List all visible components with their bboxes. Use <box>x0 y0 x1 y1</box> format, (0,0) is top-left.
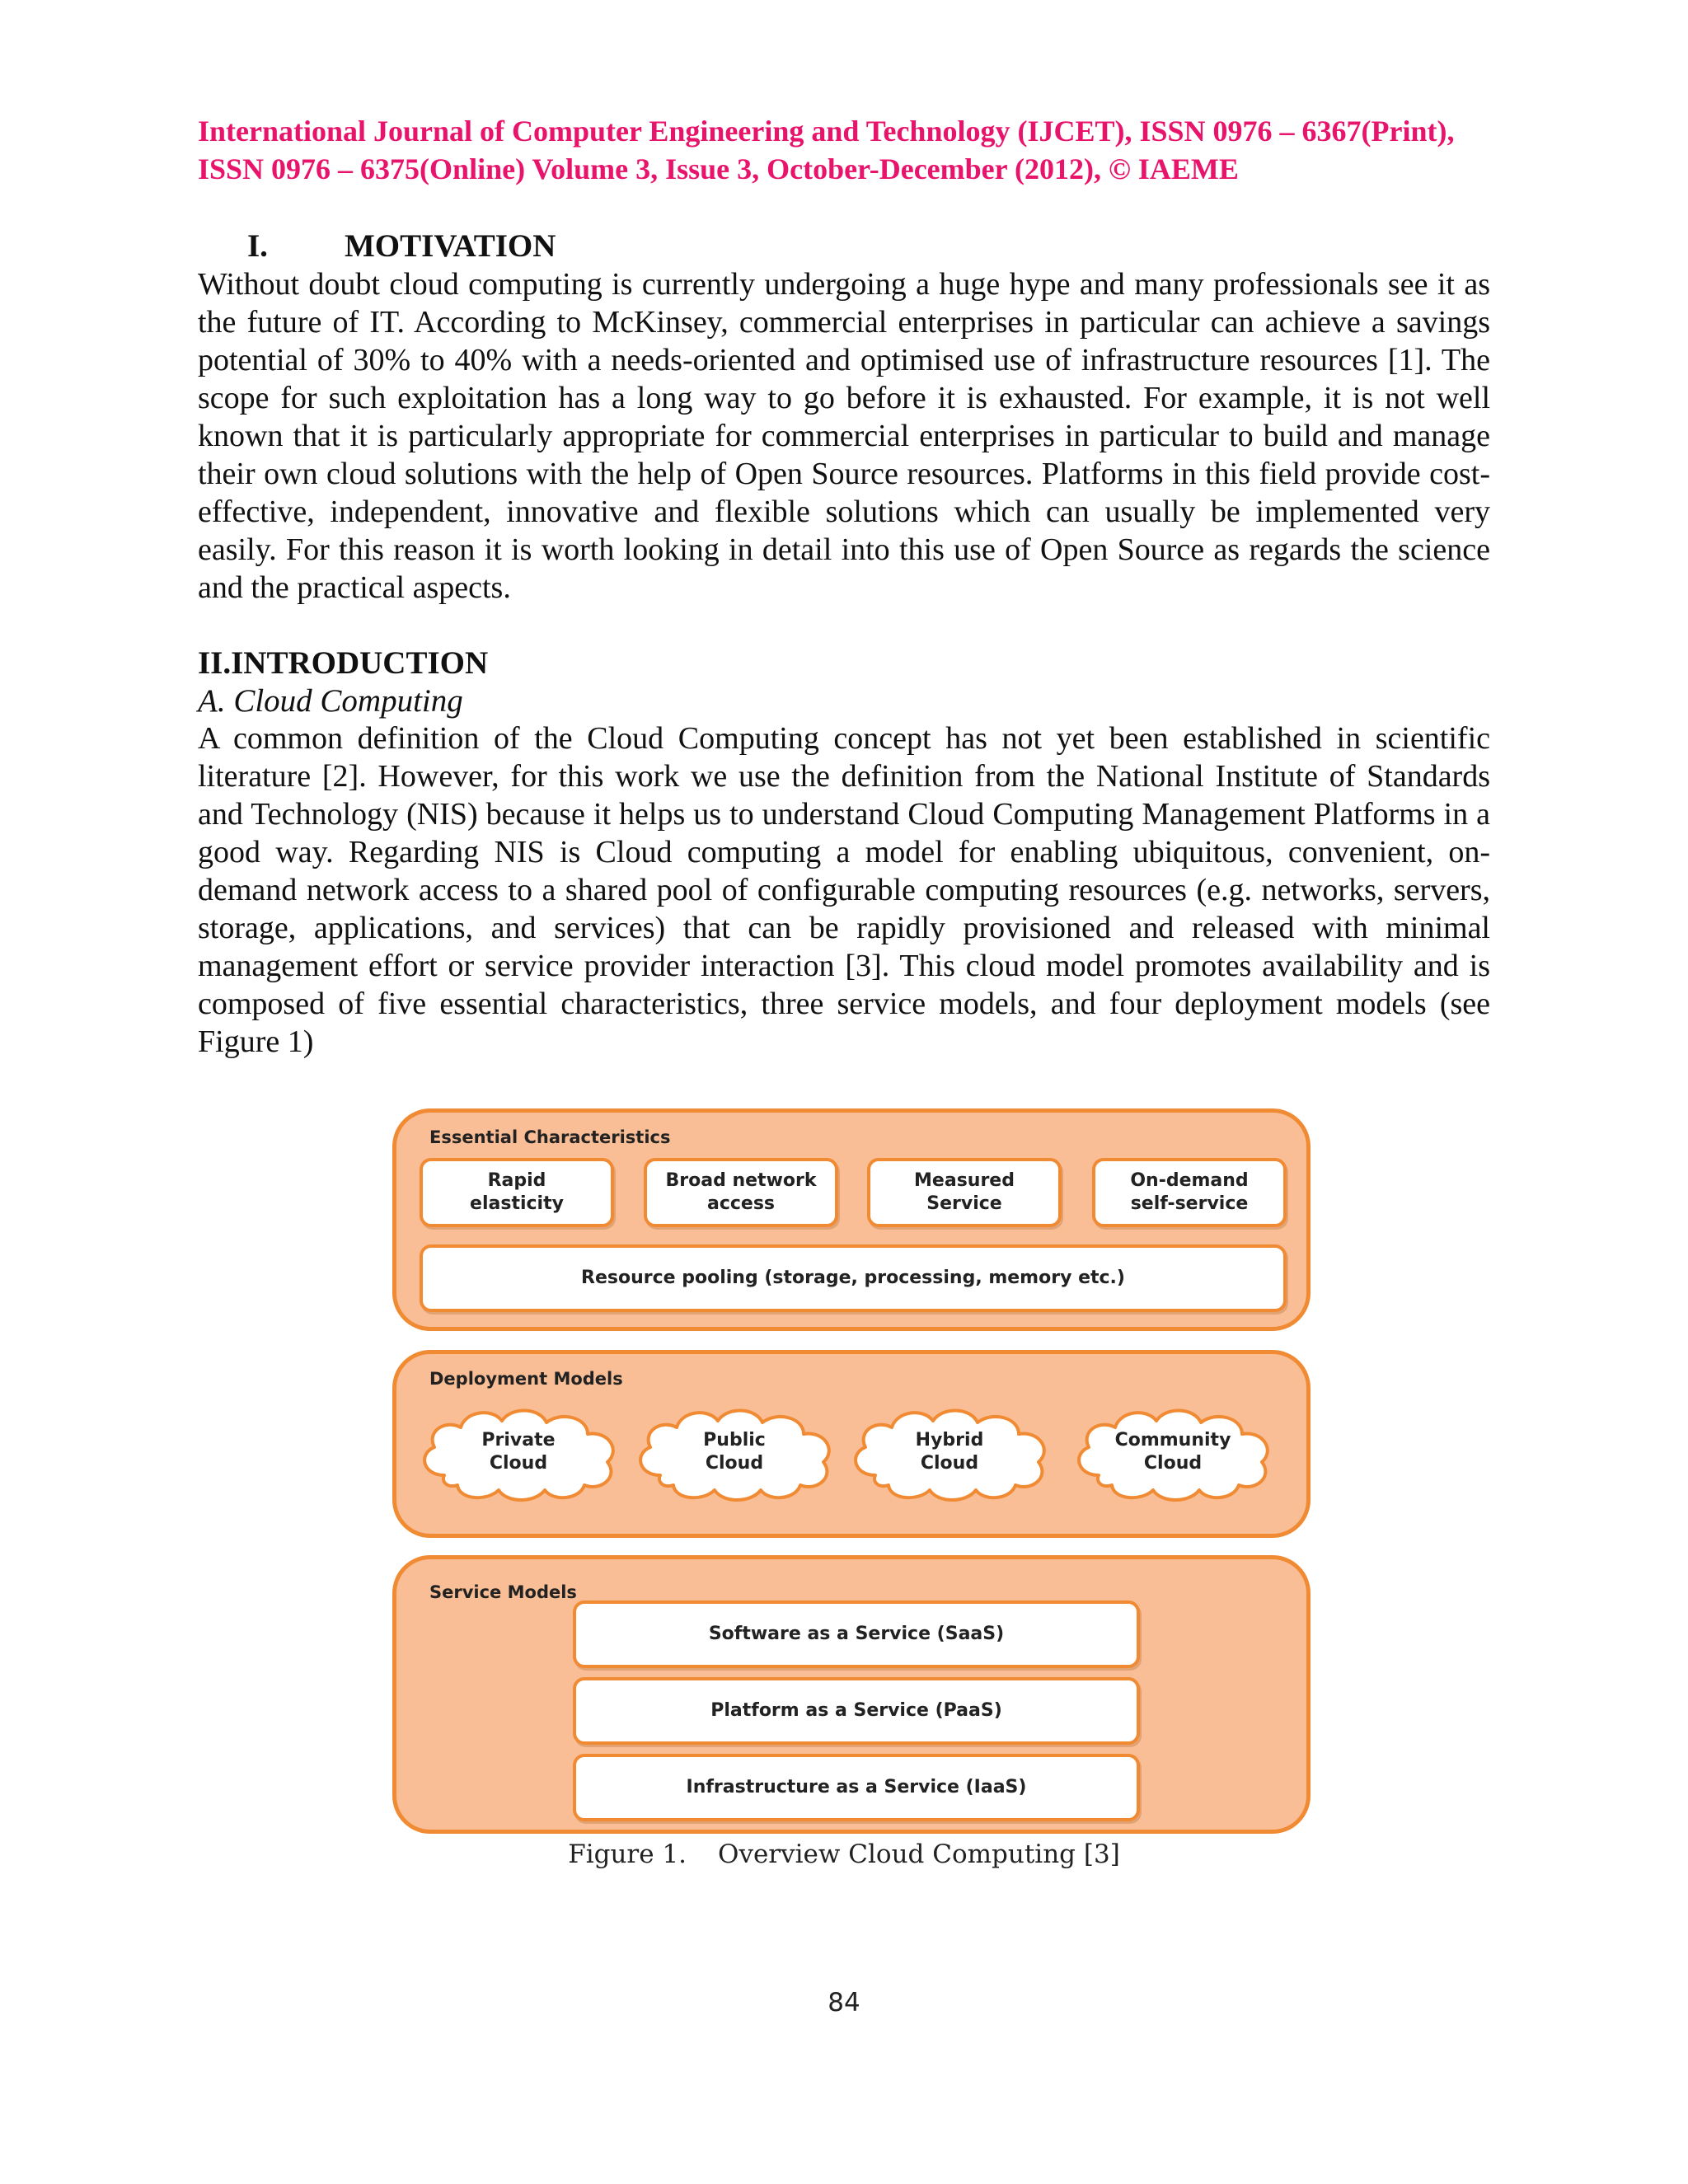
characteristic-label: Rapid elasticity <box>470 1170 564 1214</box>
panel-title: Essential Characteristics <box>429 1127 671 1147</box>
characteristic-label: On-demand self-service <box>1130 1170 1249 1214</box>
panel-deployment-models <box>392 1350 1311 1538</box>
panel-service-models <box>392 1555 1311 1834</box>
section-title: MOTIVATION <box>345 228 556 264</box>
figure-caption-text: Overview Cloud Computing [3] <box>718 1840 1120 1869</box>
panel-title: Deployment Models <box>429 1369 623 1389</box>
resource-pooling-box <box>420 1244 1287 1312</box>
cloud-label: Public Cloud <box>703 1430 766 1474</box>
characteristic-label: Broad network access <box>665 1170 817 1214</box>
cloud-label: Community Cloud <box>1114 1430 1231 1474</box>
cloud-shape <box>1066 1399 1280 1505</box>
section-heading-motivation <box>247 227 556 265</box>
service-label: Infrastructure as a Service (IaaS) <box>686 1777 1027 1797</box>
panel-title: Service Models <box>429 1582 577 1602</box>
figure-caption <box>0 1840 1688 1869</box>
characteristic-box <box>644 1158 838 1227</box>
cloud-label: Private Cloud <box>481 1430 556 1474</box>
cloud-shape <box>627 1399 842 1505</box>
page-number: 84 <box>828 1988 860 2018</box>
panel-essential-characteristics <box>392 1108 1311 1331</box>
cloud-label: Hybrid Cloud <box>915 1430 984 1474</box>
introduction-paragraph: A common definition of the Cloud Computing concept has not yet been established in scientific literature [2]. However, for this work we use the definition from the National Institute of Standards and Technology (NIS) because it helps us to understand Cloud Computing Management Platforms in a good way. Regarding NIS is Cloud computing a model for enabling ubiquitous, convenient, on-demand network access to a shared pool of configurable computing resources (e.g. networks, servers, storage, applications, and services) that can be rapidly provisioned and released with minimal management effort or service provider interaction [3]. This cloud model promotes availability and is composed of five essential characteristics, three service models, and four deployment models (see Figure 1) <box>198 721 1490 1059</box>
journal-header: International Journal of Computer Engineering and Technology (IJCET), ISSN 0976 – 6367(Print), ISSN 0976 – 6375(Online) Volume 3, Issue 3, October-December (2012), © IAEME <box>198 115 1455 185</box>
service-box-saas <box>573 1601 1140 1668</box>
service-box-paas <box>573 1677 1140 1745</box>
service-box-iaas <box>573 1754 1140 1821</box>
figure-cloud-overview <box>392 1108 1314 1834</box>
service-label: Platform as a Service (PaaS) <box>710 1700 1002 1721</box>
cloud-shape <box>842 1399 1057 1505</box>
motivation-paragraph: Without doubt cloud computing is currently undergoing a huge hype and many professionals see it as the future of IT. According to McKinsey, commercial enterprises in particular can achieve a savings potential of 30% to 40% with a needs-oriented and optimised use of infrastructure resources [1]. The scope for such exploitation has a long way to go before it is exhausted. For example, it is not well known that it is particularly appropriate for commercial enterprises in particular to build and manage their own cloud solutions with the help of Open Source resources. Platforms in this field provide cost-effective, independent, innovative and flexible solutions which can usually be implemented very easily. For this reason it is worth looking in detail into this use of Open Source as regards the science and the practical aspects. <box>198 267 1490 605</box>
characteristic-box <box>867 1158 1062 1227</box>
service-label: Software as a Service (SaaS) <box>708 1624 1005 1644</box>
resource-pooling-label: Resource pooling (storage, processing, memory etc.) <box>581 1268 1125 1288</box>
cloud-shape <box>411 1399 626 1505</box>
characteristic-box <box>1092 1158 1287 1227</box>
section-heading-introduction: II.INTRODUCTION <box>198 645 489 681</box>
characteristic-label: Measured Service <box>914 1170 1015 1214</box>
characteristic-box <box>420 1158 614 1227</box>
figure-caption-number: Figure 1. <box>568 1840 687 1869</box>
section-number: I. <box>247 228 268 264</box>
subsection-heading-cloud-computing: A. Cloud Computing <box>198 683 463 719</box>
